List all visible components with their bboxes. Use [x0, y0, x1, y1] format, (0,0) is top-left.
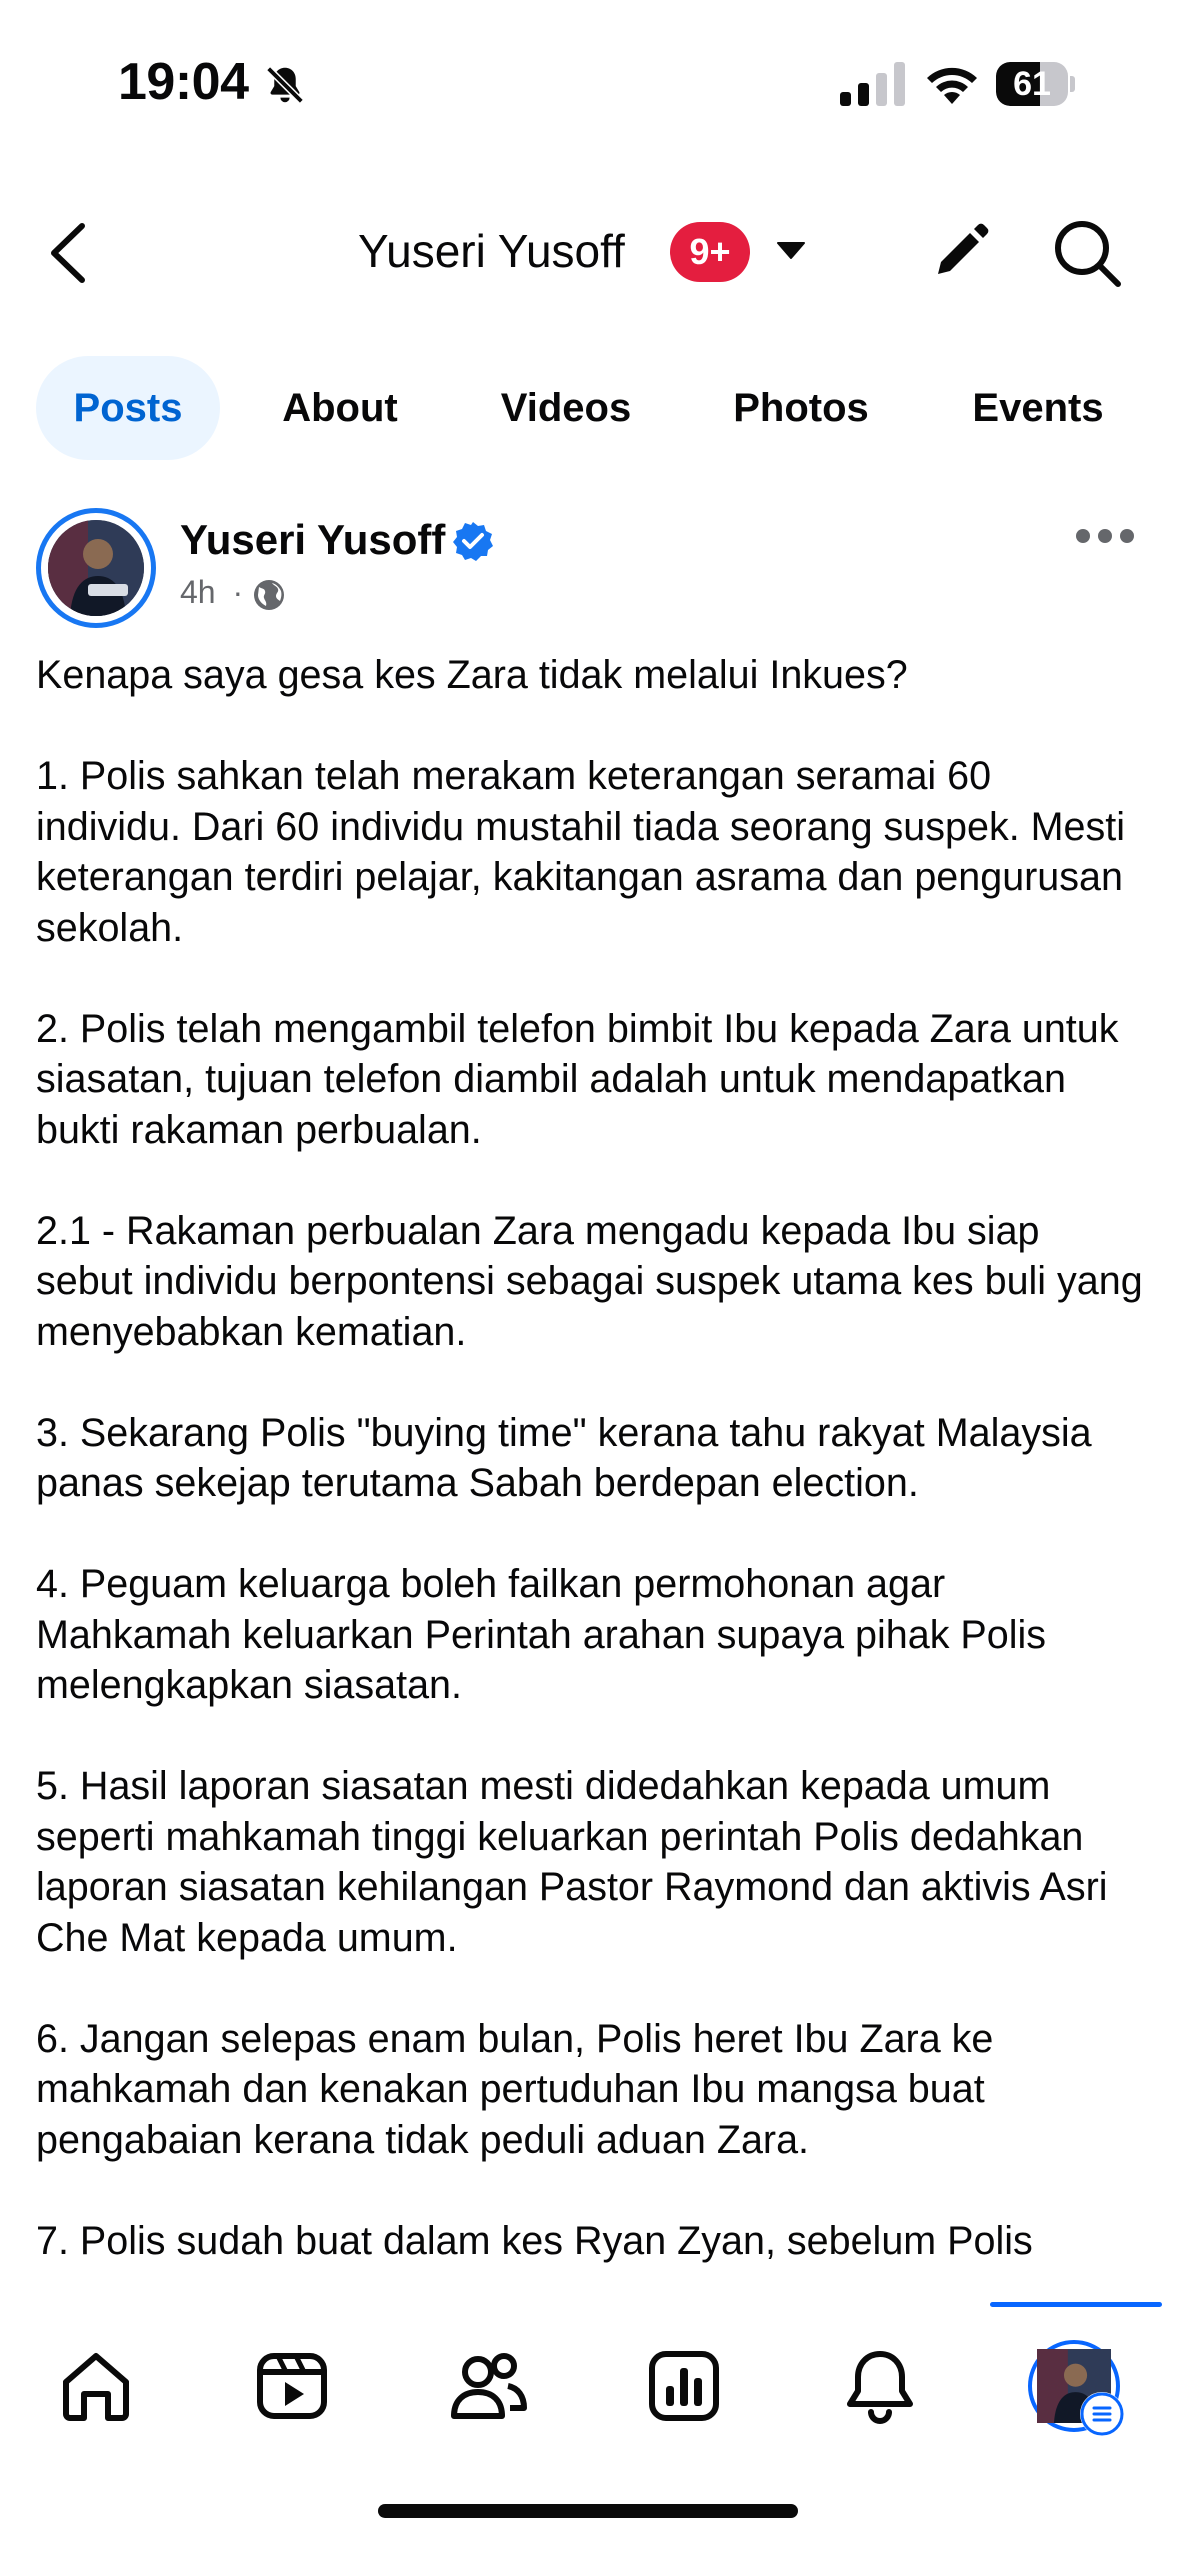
menu-icon[interactable] [1080, 2392, 1124, 2436]
video-icon[interactable] [252, 2346, 332, 2426]
status-time: 19:04 [118, 53, 249, 111]
post-paragraph: 7. Polis sudah buat dalam kes Ryan Zyan, sebelum Polis [36, 2218, 1033, 2263]
battery-indicator [996, 62, 1074, 106]
friends-icon[interactable] [448, 2346, 528, 2426]
post-paragraph: 4. Peguam keluarga boleh failkan permohonan agar Mahkamah keluarkan Perintah arahan supaya pihak Polis melengkapkan siasatan. [36, 1562, 1047, 1707]
battery-level: 61 [1013, 65, 1051, 103]
post-paragraph: 6. Jangan selepas enam bulan, Polis heret Ibu Zara ke mahkamah dan kenakan pertuduhan Ibu mangsa buat pengabaian kerana tidak peduli aduan Zara. [36, 2016, 994, 2162]
post-paragraph: 5. Hasil laporan siasatan mesti didedahkan kepada umum seperti mahkamah tinggi keluarkan perintah Polis dedahkan laporan siasatan kehilangan Pastor Raymond dan aktivis Asri Che Mat kepada umum. [36, 1764, 1108, 1960]
cellular-signal-icon [840, 62, 906, 106]
wifi-icon [922, 60, 982, 108]
more-options-button[interactable] [1074, 524, 1136, 548]
tab-videos[interactable]: Videos [500, 386, 632, 430]
meta-separator: · [232, 574, 244, 610]
notification-badge[interactable]: 9+ [670, 222, 750, 282]
post-paragraph: 3. Sekarang Polis "buying time" kerana tahu rakyat Malaysia panas sekejap terutama Sabah berdepan election. [36, 1410, 1092, 1505]
tab-about[interactable]: About [282, 386, 398, 430]
post-author-name[interactable]: Yuseri Yusoff [180, 516, 446, 563]
post-time: 4h [180, 574, 216, 610]
globe-icon [252, 578, 286, 612]
tab-photos[interactable]: Photos [733, 386, 869, 430]
tab-events[interactable]: Events [972, 386, 1104, 430]
post-meta [180, 574, 243, 611]
back-button[interactable] [44, 218, 94, 288]
post-paragraph: Kenapa saya gesa kes Zara tidak melalui Inkues? [36, 653, 908, 697]
chevron-down-icon[interactable] [776, 240, 806, 260]
post-paragraph: 2. Polis telah mengambil telefon bimbit Ibu kepada Zara untuk siasatan, tujuan telefon diambil adalah untuk mendapatkan bukti rakaman perbualan. [36, 1006, 1119, 1152]
verified-badge-icon [452, 520, 494, 562]
dashboard-icon[interactable] [644, 2346, 724, 2426]
home-icon[interactable] [56, 2346, 136, 2426]
active-tab-indicator [990, 2302, 1162, 2307]
bell-icon[interactable] [840, 2346, 920, 2426]
page-title[interactable]: Yuseri Yusoff [358, 225, 625, 277]
author-avatar[interactable] [36, 508, 156, 628]
post-body [36, 650, 1146, 2317]
edit-button[interactable] [928, 220, 992, 284]
post-paragraph: 1. Polis sahkan telah merakam keterangan seramai 60 individu. Dari 60 individu mustahil tiada seorang suspek. Mesti keterangan terdiri pelajar, kakitangan asrama dan pengurusan sekolah. [36, 754, 1126, 950]
avatar-photo [48, 520, 144, 616]
home-indicator[interactable] [378, 2504, 798, 2518]
post-paragraph: 2.1 - Rakaman perbualan Zara mengadu kepada Ibu siap sebut individu berpontensi sebagai suspek utama kes buli yang menyebabkan kematian. [36, 1208, 1143, 1354]
bell-muted-icon [262, 62, 308, 108]
tab-posts[interactable]: Posts [36, 356, 220, 460]
search-button[interactable] [1052, 218, 1122, 288]
